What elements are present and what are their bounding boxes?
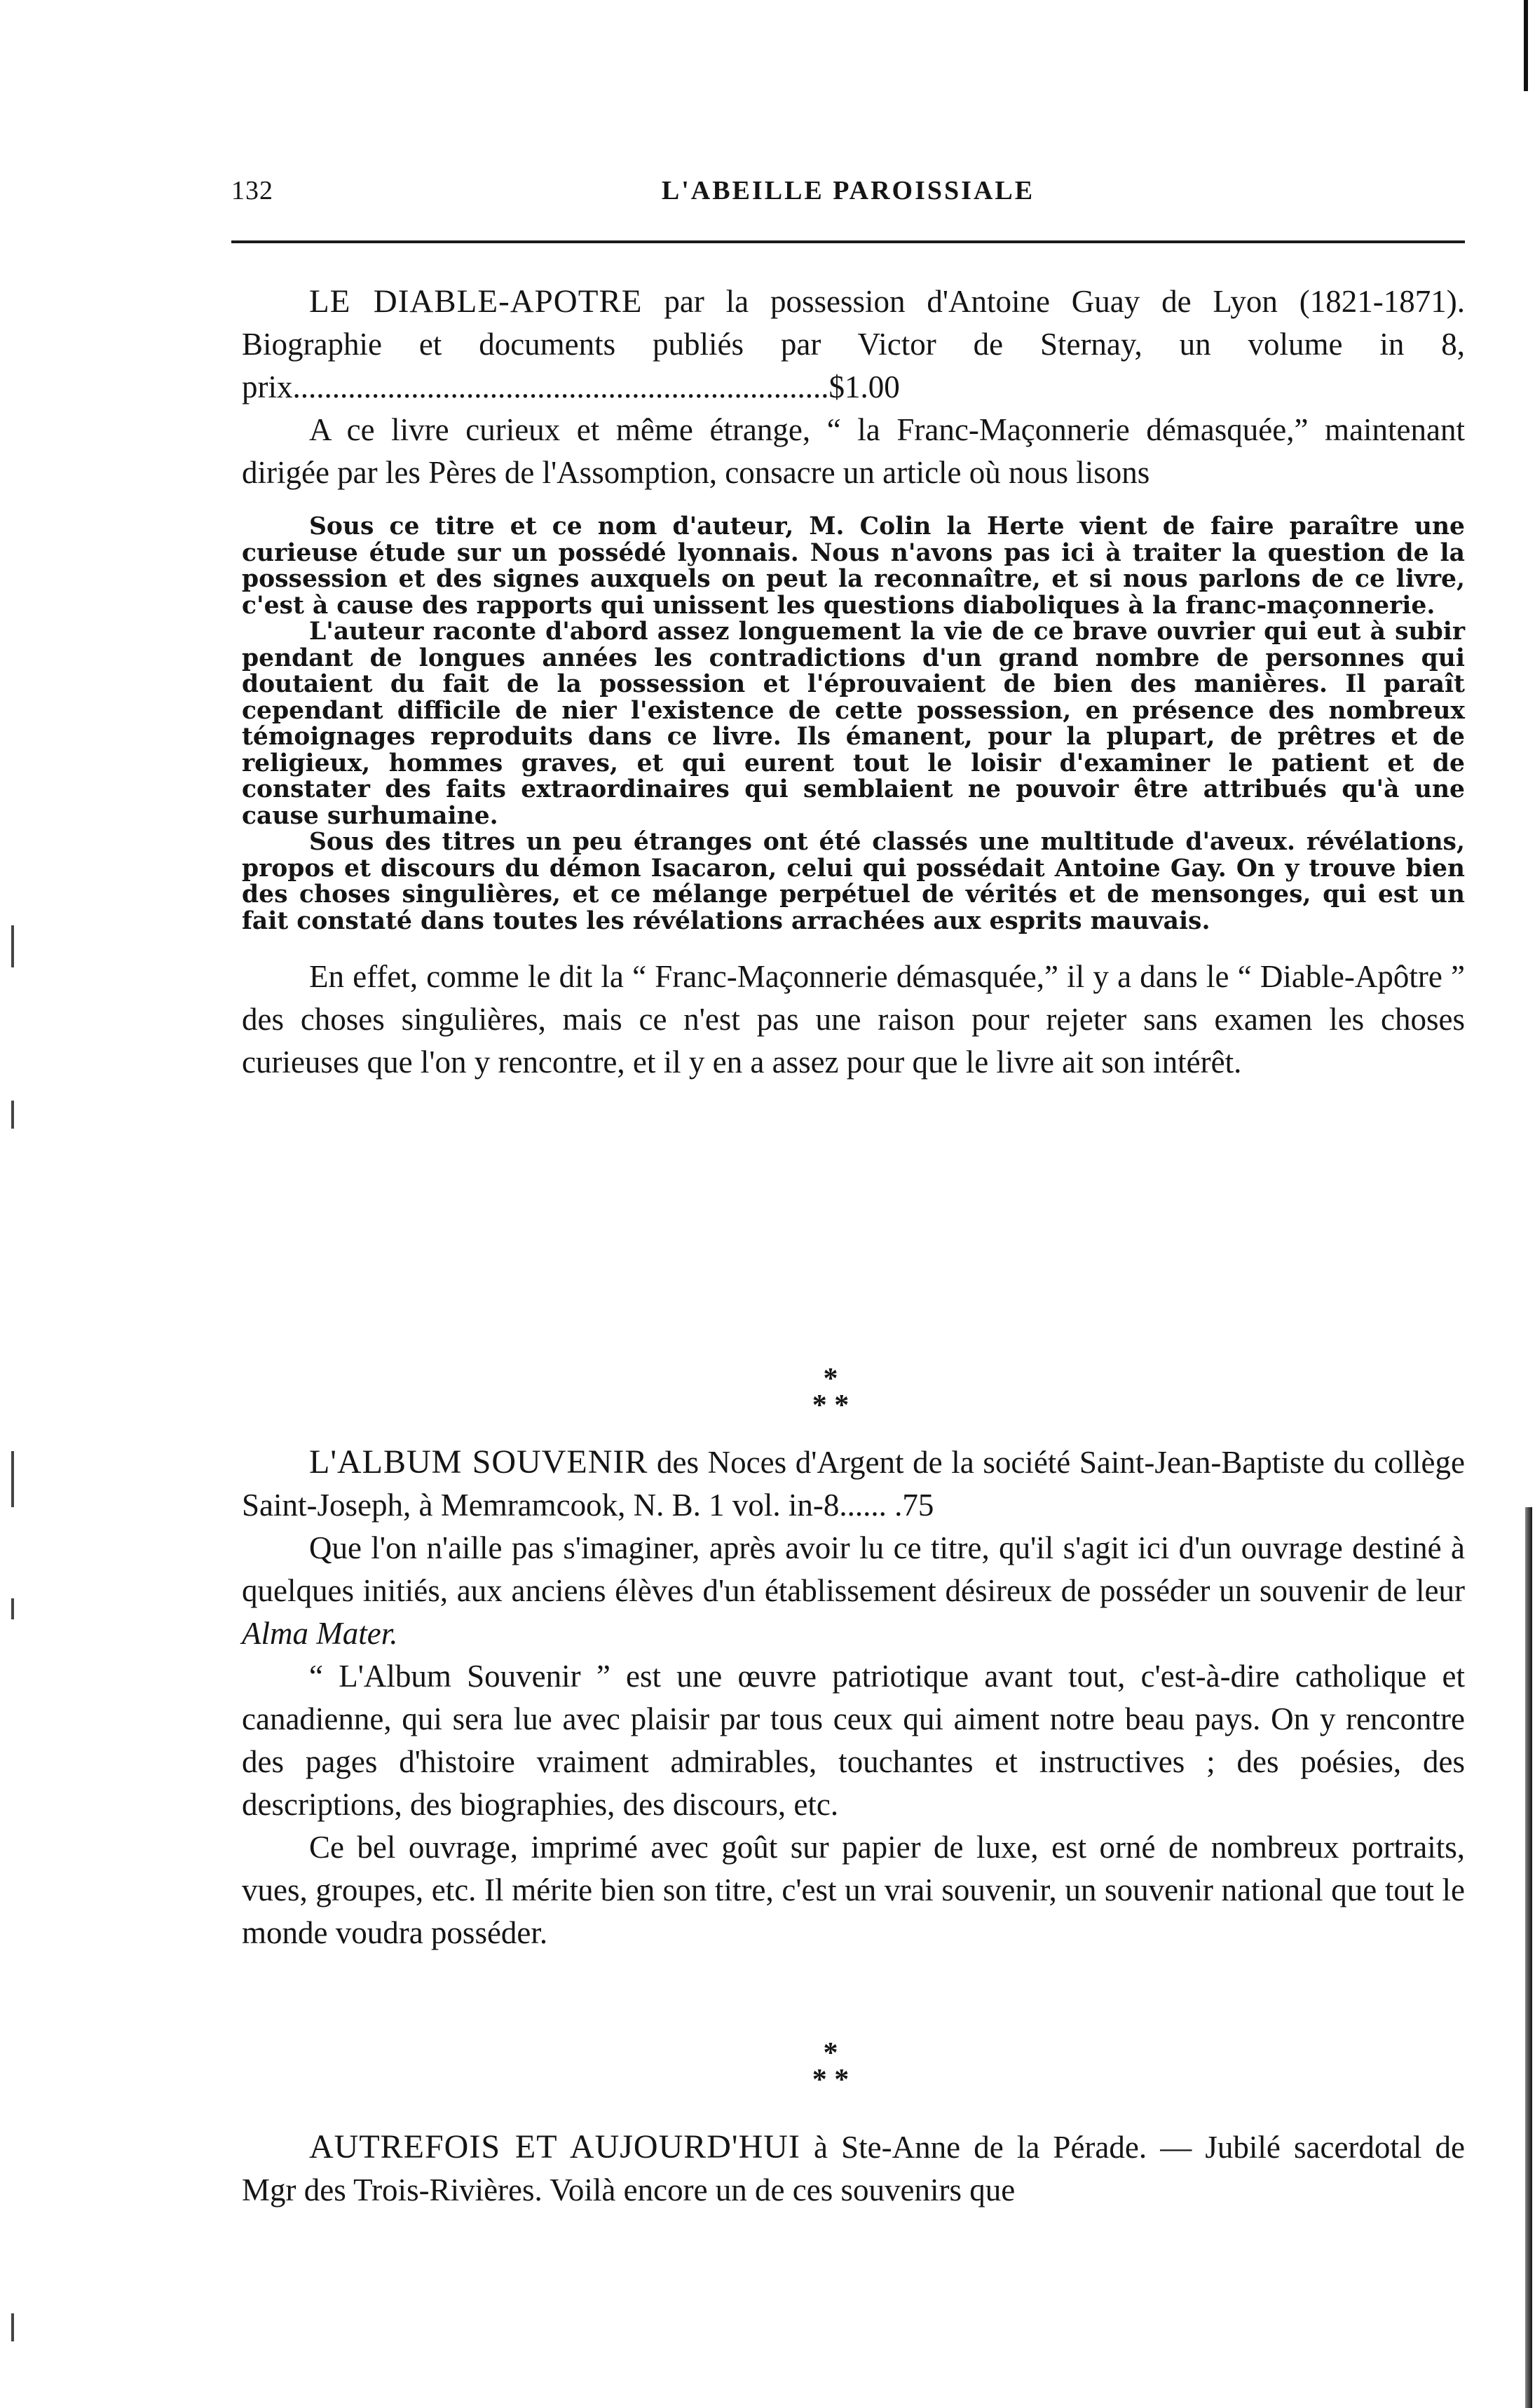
article-title: LE DIABLE-APOTRE [309,283,643,320]
paragraph: En effet, comme le dit la “ Franc-Maçonnerie démasquée,” il y a dans le “ Diable-Apôtre ” des choses singulières, mais ce n'est pas une raison pour rejeter sans examen les choses curieuses que l'on y rencontre, et il y en a assez pour que le livre ait son intérêt. [242,959,1465,1080]
header-rule [231,240,1465,243]
article-intro [242,280,1465,409]
separator-stars-bottom: * * [812,2064,850,2096]
italic-phrase: Alma Mater. [242,1616,398,1651]
article-intro [242,1441,1465,1527]
page-number: 132 [231,176,273,205]
scan-edge-mark [11,1451,14,1507]
quoted-paragraph: Sous ce titre et ce nom d'auteur, M. Colin la Herte vient de faire paraître une curieuse étude sur un possédé lyonnais. Nous n'avons pas ici à traiter la question de la possession et des signes auxquels on peut la reconnaître, et si nous parlons de ce livre, c'est à cause des rapports qui unissent les questions diaboliques à la franc-maçonnerie. [242,512,1465,620]
article-autrefois [242,2125,1465,2212]
article-diable-apotre [242,280,1465,1084]
article-intro [242,2125,1465,2212]
scan-edge-mark [11,1598,14,1619]
paragraph: Que l'on n'aille pas s'imaginer, après avoir lu ce titre, qu'il s'agit ici d'un ouvrage destiné à quelques initiés, aux anciens élèves d'un établissement désireux de posséder un souvenir de leur Alma Mater. [242,1530,1465,1651]
scan-edge-shadow [1524,0,1528,91]
article-intro-text: par la possession d'Antoine Guay de Lyon (1821-1871). Biographie et documents publiés par Victor de Sternay, un volume in 8, prix....................................................................$1.00 [242,284,1465,404]
running-title: L'ABEILLE PAROISSIALE [661,176,1035,205]
paragraph: “ L'Album Souvenir ” est une œuvre patriotique avant tout, c'est-à-dire catholique et canadienne, qui sera lue avec plaisir par tous ceux qui aiment notre beau pays. On y rencontre des pages d'histoire vraiment admirables, touchantes et instructives ; des poésies, des descriptions, des biographies, des discours, etc. [242,1659,1465,1822]
section-separator [760,1363,901,1422]
article-intro-text: des Noces d'Argent de la société Saint-Jean-Baptiste du collège Saint-Joseph, à Memramcook, N. B. 1 vol. in-8...... .75 [242,1445,1466,1523]
scan-edge-shadow [1525,1507,1532,2408]
separator-star-top: * [823,1363,838,1395]
scan-edge-mark [11,2313,14,2341]
quoted-paragraph: L'auteur raconte d'abord assez longuement la vie de ce brave ouvrier qui eut à subir pendant de longues années les contradictions d'un grand nombre de personnes qui doutaient du fait de la possession et l'éprouvaient de bien des manières. Il paraît cependant difficile de nier l'existence de cette possession, en présence des nombreux témoignages reproduits dans ce livre. Ils émanent, pour la plupart, de prêtres et de religieux, hommes graves, et qui eurent tout le loisir d'examiner le patient et de constater des faits extraordinaires qui semblaient ne pouvoir être attribués qu'à une cause surhumaine. [242,618,1465,830]
separator-star-top: * [823,2037,838,2069]
article-title: L'ALBUM SOUVENIR [309,1443,648,1481]
article-title: AUTREFOIS ET AUJOURD'HUI [309,2128,800,2165]
section-separator [760,2037,901,2096]
separator-stars-bottom: * * [812,1389,850,1422]
scan-edge-mark [11,1101,14,1129]
page-header [231,175,1465,217]
paragraph: Ce bel ouvrage, imprimé avec goût sur papier de luxe, est orné de nombreux portraits, vues, groupes, etc. Il mérite bien son titre, c'est un vrai souvenir, un souvenir national que tout le monde voudra posséder. [242,1830,1465,1950]
scan-edge-mark [11,925,14,967]
paragraph: A ce livre curieux et même étrange, “ la Franc-Maçonnerie démasquée,” maintenant dirigée par les Pères de l'Assomption, consacre un article où nous lisons [242,412,1465,490]
article-intro-text: à Ste-Anne de la Pérade. — Jubilé sacerdotal de Mgr des Trois-Rivières. Voilà encore un de ces souvenirs que [242,2130,1465,2208]
article-album-souvenir [242,1441,1465,1954]
quoted-paragraph: Sous des titres un peu étranges ont été classés une multitude d'aveux. révélations, propos et discours du démon Isacaron, celui qui possédait Antoine Gay. On y trouve bien des choses singulières, et ce mélange perpétuel de vérités et de mensonges, qui est un fait constaté dans toutes les révélations arrachées aux esprits mauvais. [242,828,1465,935]
